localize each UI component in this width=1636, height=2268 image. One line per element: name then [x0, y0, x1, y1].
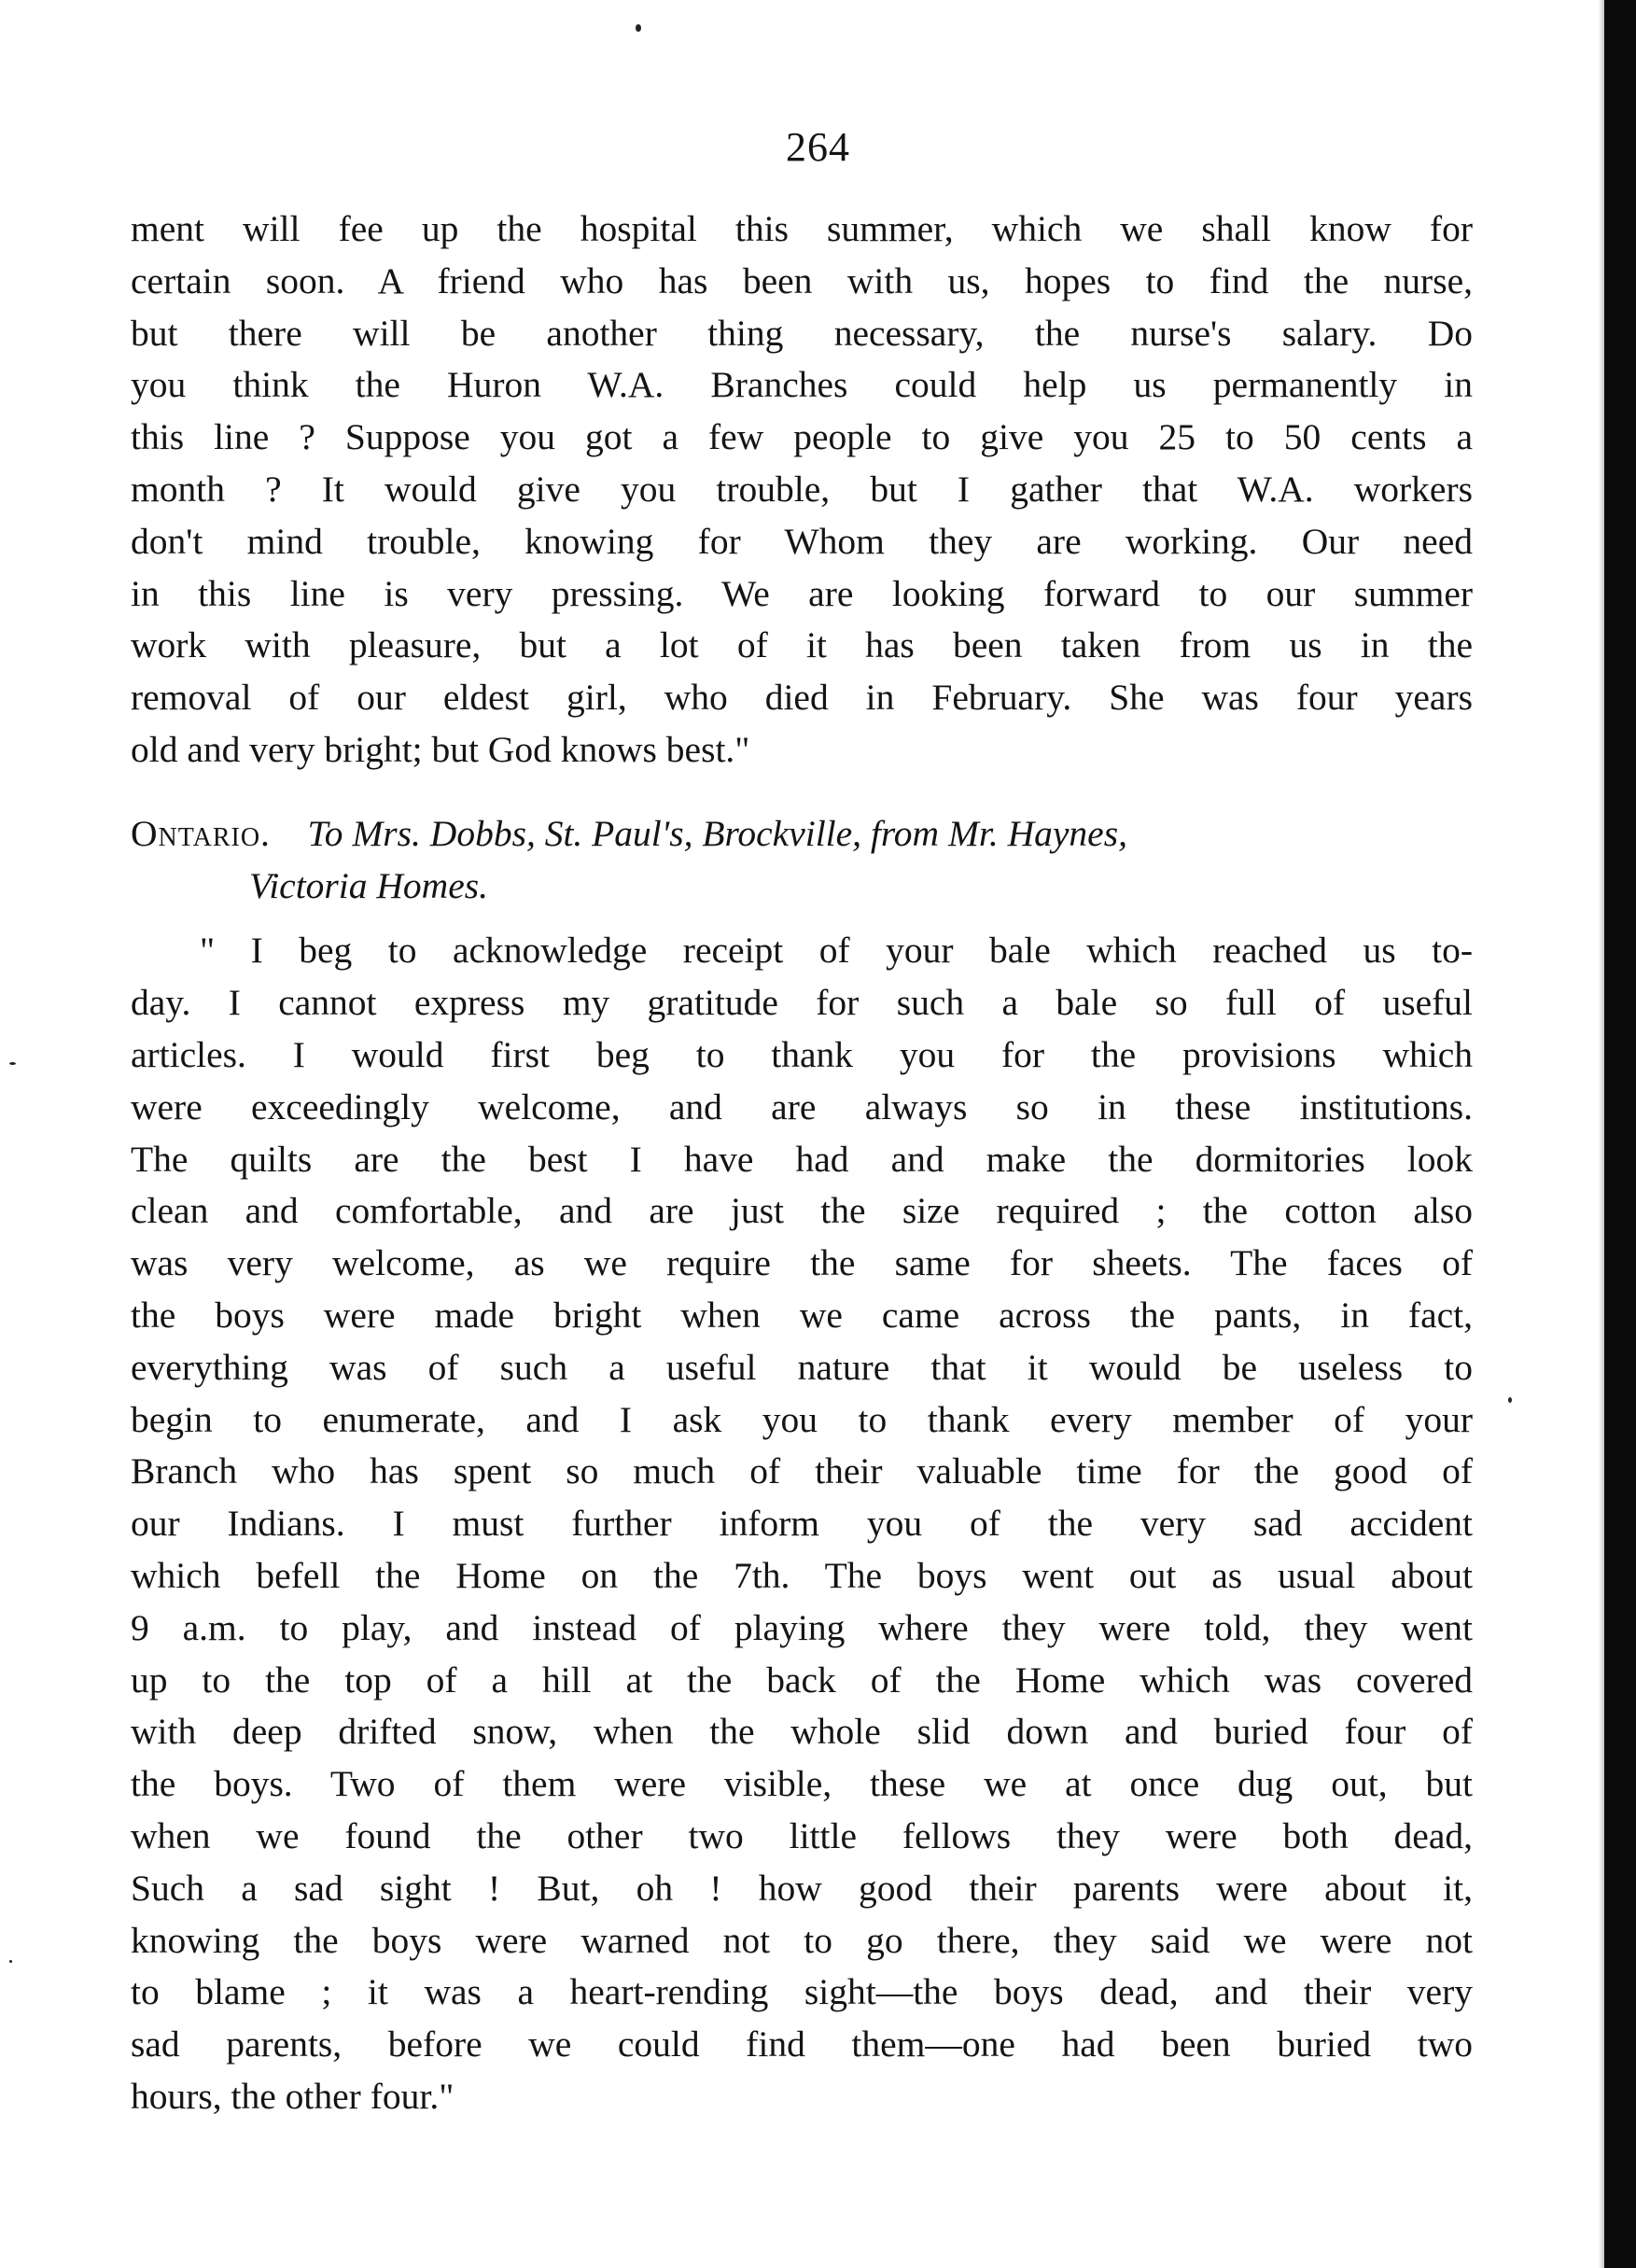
paragraph-1 [131, 203, 1473, 777]
text-line: certain soon. A friend who has been with us, hopes to find the nurse, [131, 259, 1473, 301]
ink-speck [9, 1062, 16, 1065]
page-edge-border [1604, 0, 1636, 2268]
ink-speck [636, 24, 641, 32]
text-line: our Indians. I must further inform you of the very sad accident [131, 1503, 1473, 1545]
text-line: Branch who has spent so much of their valuable time for the good of [131, 1450, 1473, 1492]
text-line: when we found the other two little fellows they were both dead, [131, 1814, 1473, 1856]
text-line: hours, the other four." [131, 2075, 454, 2117]
text-line: was very welcome, as we require the same for sheets. The faces of [131, 1242, 1473, 1284]
text-line: articles. I would first beg to thank you for the provisions which [131, 1033, 1473, 1075]
text-line: Such a sad sight ! But, oh ! how good their parents were about it, [131, 1867, 1473, 1909]
text-line: with deep drifted snow, when the whole slid down and buried four of [131, 1711, 1473, 1753]
heading-continuation: Victoria Homes. [249, 864, 488, 906]
text-line: this line ? Suppose you got a few people to give you 25 to 50 cents a [131, 416, 1473, 458]
page-number: 264 [786, 124, 850, 170]
text-line: but there will be another thing necessary, the nurse's salary. Do [131, 312, 1473, 354]
text-line: month ? It would give you trouble, but I gather that W.A. workers [131, 468, 1473, 510]
heading-line [131, 808, 1473, 861]
text-line: clean and comfortable, and are just the size required ; the cotton also [131, 1190, 1473, 1232]
text-line: old and very bright; but God knows best." [131, 728, 750, 770]
text-line: in this line is very pressing. We are looking forward to our summer [131, 572, 1473, 614]
letter-heading [131, 808, 1473, 913]
text-line: begin to enumerate, and I ask you to thank every member of your [131, 1398, 1473, 1440]
text-line: work with pleasure, but a lot of it has been taken from us in the [131, 624, 1473, 666]
text-line: 9 a.m. to play, and instead of playing where they were told, they went [131, 1606, 1473, 1648]
text-line: which befell the Home on the 7th. The boys went out as usual about [131, 1554, 1473, 1596]
text-line: removal of our eldest girl, who died in February. She was four years [131, 677, 1473, 719]
text-line: knowing the boys were warned not to go there, they said we were not [131, 1919, 1473, 1961]
text-line: " I beg to acknowledge receipt of your bale which reached us to- [200, 930, 1473, 972]
heading-addressee: To Mrs. Dobbs, St. Paul's, Brockville, from Mr. Haynes, [307, 812, 1127, 854]
text-line: were exceedingly welcome, and are always so in these institutions. [131, 1085, 1473, 1127]
text-line: the boys. Two of them were visible, these we at once dug out, but [131, 1763, 1473, 1805]
text-line: to blame ; it was a heart-rending sight—the boys dead, and their very [131, 1971, 1473, 2013]
ink-speck [1508, 1397, 1512, 1403]
text-line: day. I cannot express my gratitude for such a bale so full of useful [131, 982, 1473, 1024]
ink-speck [9, 1960, 12, 1963]
text-line: don't mind trouble, knowing for Whom they are working. Our need [131, 520, 1473, 562]
text-line: The quilts are the best I have had and make the dormitories look [131, 1138, 1473, 1180]
text-line: sad parents, before we could find them—one had been buried two [131, 2023, 1473, 2065]
text-line: you think the Huron W.A. Branches could help us permanently in [131, 364, 1473, 406]
text-line: the boys were made bright when we came across the pants, in fact, [131, 1294, 1473, 1336]
text-line: up to the top of a hill at the back of the Home which was covered [131, 1659, 1473, 1701]
paragraph-2 [131, 925, 1473, 2122]
body-text [131, 203, 1473, 2123]
text-line: ment will fee up the hospital this summer, which we shall know for [131, 208, 1473, 249]
text-line: everything was of such a useful nature that it would be useless to [131, 1346, 1473, 1388]
heading-label: Ontario. [131, 812, 271, 854]
